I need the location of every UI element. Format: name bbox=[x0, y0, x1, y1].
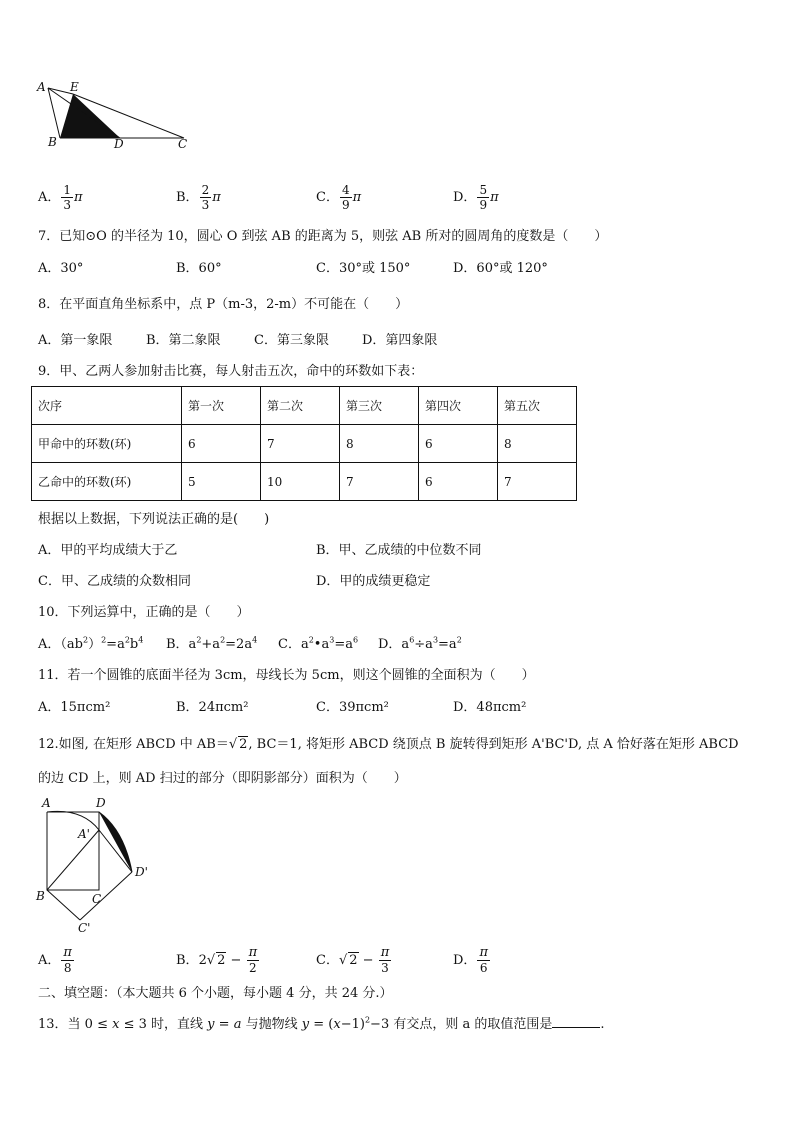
q11-option-d[interactable]: D．48πcm² bbox=[453, 700, 527, 715]
q8-option-a[interactable]: A．第一象限 bbox=[38, 333, 113, 348]
q10-stem: 10．下列运算中，正确的是（ ） bbox=[38, 605, 250, 620]
label-b: B bbox=[48, 135, 57, 149]
section-heading-fill-in: 二、填空题：（本大题共 6 个小题，每小题 4 分，共 24 分.） bbox=[38, 986, 393, 1001]
q6-option-a[interactable]: A． $\frac{1}{3}$ π bbox=[38, 183, 83, 212]
q10-option-b-label: B．a bbox=[166, 637, 197, 652]
q6-option-b[interactable]: B． $\frac{2}{3}$ π bbox=[176, 183, 221, 212]
q7-option-a[interactable]: A．30° bbox=[38, 261, 84, 276]
q11-option-b[interactable]: B．24πcm² bbox=[176, 700, 249, 715]
table-cell: 10 bbox=[261, 463, 340, 501]
label-a: A bbox=[37, 80, 46, 94]
q9-option-d[interactable]: D．甲的成绩更稳定 bbox=[316, 574, 431, 589]
q10-option-b[interactable]: B．$a^2+a^2=2a^4$ bbox=[166, 635, 258, 652]
q8-stem: 8．在平面直角坐标系中，点 P（m-3，2-m）不可能在（ ） bbox=[38, 297, 409, 312]
table-header-cell: 第四次 bbox=[419, 387, 498, 425]
q7-option-c[interactable]: C．30°或 150° bbox=[316, 261, 411, 276]
q12-option-b[interactable]: B．2√ 2 − $\frac{\pi}{2}$ bbox=[176, 945, 258, 975]
figure-rotated-rectangle bbox=[34, 796, 164, 934]
label-d: D bbox=[96, 796, 106, 810]
arc-a-to-aprime bbox=[47, 811, 99, 830]
rectangle-abcd bbox=[47, 812, 99, 890]
q10-option-d[interactable]: D．$a^6\div a^3=a^2$ bbox=[378, 635, 462, 652]
table-cell: 6 bbox=[419, 463, 498, 501]
table-header-cell: 第三次 bbox=[340, 387, 419, 425]
label-b: B bbox=[36, 889, 45, 903]
segment-b-aprime bbox=[47, 830, 99, 890]
label-a: A bbox=[42, 796, 51, 810]
q10-option-a-label: A．（ab bbox=[38, 637, 83, 652]
q10-option-c[interactable]: C．$a^2•a^3=a^6$ bbox=[278, 635, 359, 652]
q7-stem: 7．已知⊙O 的半径为 10，圆心 O 到弦 AB 的距离为 5，则弦 AB 所对的圆周角的度数是（ ） bbox=[38, 229, 608, 244]
table-cell: 5 bbox=[182, 463, 261, 501]
segment-cprime-dprime bbox=[80, 872, 132, 920]
table-cell: 6 bbox=[419, 425, 498, 463]
q6-option-d[interactable]: D． $\frac{5}{9}$ π bbox=[453, 183, 499, 212]
q7-option-d[interactable]: D．60°或 120° bbox=[453, 261, 548, 276]
q12-option-c[interactable]: C．√ 2 − $\frac{\pi}{3}$ bbox=[316, 945, 390, 975]
table-cell: 8 bbox=[498, 425, 577, 463]
q9-option-b[interactable]: B．甲、乙成绩的中位数不同 bbox=[316, 543, 482, 558]
table-cell: 乙命中的环数(环) bbox=[32, 463, 182, 501]
q12-option-d[interactable]: D． $\frac{\pi}{6}$ bbox=[453, 945, 488, 975]
q8-option-c[interactable]: C．第三象限 bbox=[254, 333, 329, 348]
q10-option-c-label: C．a bbox=[278, 637, 309, 652]
q9-stem: 9．甲、乙两人参加射击比赛，每人射击五次，命中的环数如下表： bbox=[38, 364, 424, 379]
label-cprime: C' bbox=[78, 921, 91, 934]
answer-blank[interactable] bbox=[552, 1017, 600, 1028]
q12-stem-line1: 12.如图, 在矩形 ABCD 中 AB＝√ 2, BC＝1, 将矩形 ABCD 绕顶点 B 旋转得到矩形 A'BC'D, 点 A 恰好落在矩形 ABCD bbox=[38, 737, 739, 752]
shaded-sweep-region bbox=[99, 812, 132, 872]
table-cell: 7 bbox=[498, 463, 577, 501]
figure-triangle-sector bbox=[34, 80, 194, 152]
q11-option-a[interactable]: A．15πcm² bbox=[38, 700, 111, 715]
table-header-cell: 次序 bbox=[32, 387, 182, 425]
q10-option-d-label: D．a bbox=[378, 637, 410, 652]
q9-score-table bbox=[31, 386, 577, 501]
table-cell: 甲命中的环数(环) bbox=[32, 425, 182, 463]
table-cell: 8 bbox=[340, 425, 419, 463]
q9-option-c[interactable]: C．甲、乙成绩的众数相同 bbox=[38, 574, 191, 589]
q12-option-a[interactable]: A． $\frac{\pi}{8}$ bbox=[38, 945, 72, 975]
q9-option-a[interactable]: A．甲的平均成绩大于乙 bbox=[38, 543, 178, 558]
q11-option-c[interactable]: C．39πcm² bbox=[316, 700, 389, 715]
q8-option-b[interactable]: B．第二象限 bbox=[146, 333, 221, 348]
table-row bbox=[32, 425, 577, 463]
label-dprime: D' bbox=[135, 865, 148, 879]
table-row bbox=[32, 463, 577, 501]
q12-stem-line2: 的边 CD 上，则 AD 扫过的部分（即阴影部分）面积为（ ） bbox=[38, 771, 407, 786]
q11-stem: 11．若一个圆锥的底面半径为 3cm，母线长为 5cm，则这个圆锥的全面积为（ ） bbox=[38, 668, 535, 683]
q6-option-c[interactable]: C． $\frac{4}{9}$ π bbox=[316, 183, 362, 212]
q10-option-a[interactable]: A．$(ab^2)^2=a^2b^4$ bbox=[38, 635, 144, 652]
segment-b-cprime bbox=[47, 890, 80, 920]
table-cell: 7 bbox=[261, 425, 340, 463]
label-d: D bbox=[114, 137, 124, 151]
q7-option-b[interactable]: B．60° bbox=[176, 261, 222, 276]
table-header-cell: 第二次 bbox=[261, 387, 340, 425]
label-c: C bbox=[92, 892, 102, 906]
table-header-row bbox=[32, 387, 577, 425]
table-header-cell: 第一次 bbox=[182, 387, 261, 425]
q8-option-d[interactable]: D．第四象限 bbox=[362, 333, 438, 348]
label-c: C bbox=[178, 137, 188, 151]
q13-stem: 13．当 0 ≤ x ≤ 3 时，直线 y = a 与抛物线 $y = (x-1)^2-3$ 有交点，则 a 的取值范围是 . bbox=[38, 1015, 605, 1032]
table-cell: 7 bbox=[340, 463, 419, 501]
label-aprime: A' bbox=[78, 827, 90, 841]
q9-follow: 根据以上数据，下列说法正确的是( ) bbox=[38, 512, 270, 527]
table-header-cell: 第五次 bbox=[498, 387, 577, 425]
label-e: E bbox=[70, 80, 79, 94]
table-cell: 6 bbox=[182, 425, 261, 463]
